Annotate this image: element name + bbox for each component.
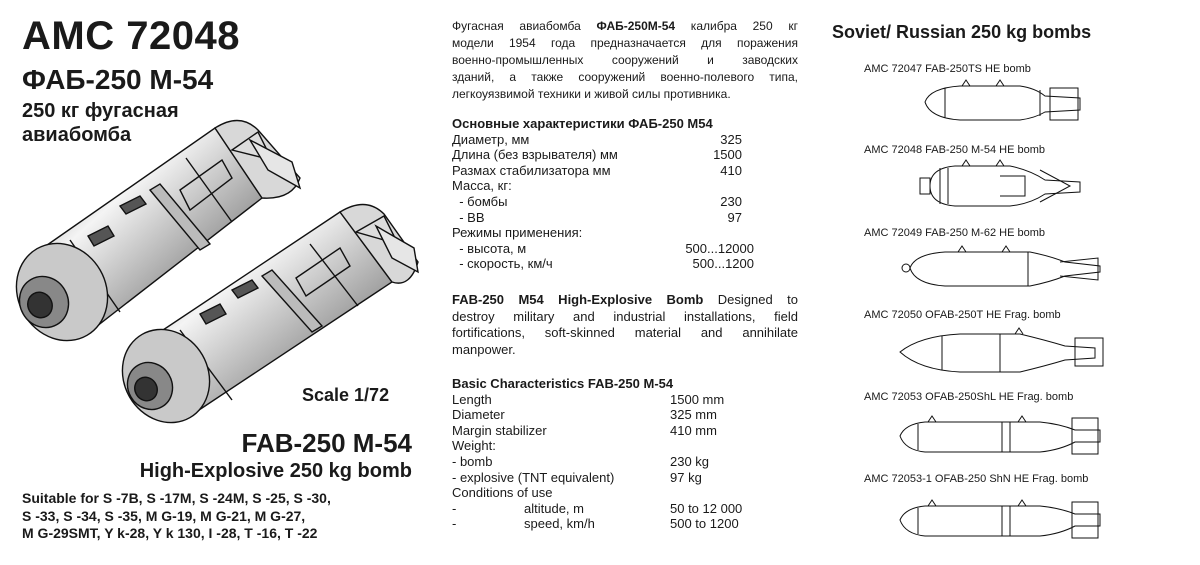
bomb-profile-1 [925, 80, 1080, 120]
ru-description-line: модели 1954 года предназначается для поражения [452, 36, 798, 50]
bomb-caption: AMC 72050 OFAB-250T HE Frag. bomb [864, 309, 1061, 321]
ru-description-line: зданий, а также сооружений военно-полевого типа, [452, 70, 798, 84]
spec-row: Length 1500 mm [452, 391, 725, 407]
en-description [452, 292, 798, 358]
en-subtitle: High-Explosive 250 kg bomb [139, 460, 412, 482]
spec-row: Длина (без взрывателя) мм 1500 [452, 147, 742, 163]
spec-row: - bomb 230 kg [452, 453, 710, 469]
spec-row: Диаметр, мм 325 [452, 131, 742, 147]
bomb-profile-2 [920, 160, 1080, 206]
spec-row: - speed, km/h 500 to 1200 [452, 516, 739, 532]
bomb-caption: AMC 72049 FAB-250 M-62 HE bomb [864, 227, 1045, 239]
ru-description-line: легкоуязвимой техники и живой силы противника. [452, 87, 731, 101]
spec-row: Размах стабилизатора мм 410 [452, 162, 742, 178]
bomb-profile-4 [900, 328, 1103, 372]
bomb-caption: AMC 72053-1 OFAB-250 ShN HE Frag. bomb [864, 473, 1089, 485]
spec-row: - бомбы 230 [452, 193, 742, 209]
ru-description-line: Фугасная авиабомба ФАБ-250М-54 калибра 250 кг [452, 19, 798, 33]
bomb-caption: AMC 72048 FAB-250 M-54 HE bomb [864, 144, 1045, 156]
spec-row: Масса, кг: [452, 178, 512, 194]
spec-row: Margin stabilizer 410 mm [452, 422, 717, 438]
bomb-family-title: Soviet/ Russian 250 kg bombs [832, 22, 1092, 42]
spec-row: - скорость, км/ч 500...1200 [452, 256, 754, 272]
spec-row: - высота, м 500...12000 [452, 240, 754, 256]
en-spec-table [452, 376, 792, 532]
ru-subtitle-line2: авиабомба [22, 124, 132, 146]
scale-label: Scale 1/72 [302, 385, 390, 405]
product-code: AMC 72048 [22, 14, 240, 58]
ru-product-name: ФАБ-250 М-54 [22, 64, 214, 95]
en-spec-title: Basic Characteristics FAB-250 M-54 [452, 376, 674, 391]
suitable-aircraft-list [22, 490, 422, 543]
spec-row: - altitude, m 50 to 12 000 [452, 500, 743, 516]
suitable-line: S -33, S -34, S -35, M G-19, M G-21, M G-27, [22, 507, 306, 524]
ru-spec-table [452, 116, 772, 272]
spec-row: Режимы применения: [452, 225, 583, 241]
en-description-line: FAB-250 M54 High-Explosive Bomb Designed to [452, 292, 798, 307]
ru-description-line: военно-промышленных сооружений и заводских [452, 53, 798, 67]
bomb-profile-3 [902, 246, 1100, 286]
spec-row: - ВВ 97 [452, 209, 742, 225]
bomb-profile-6 [900, 500, 1100, 538]
ru-description [452, 18, 798, 103]
en-description-line: fortifications, soft-skinned material and annihilate [452, 325, 798, 340]
bomb-caption: AMC 72047 FAB-250TS HE bomb [864, 63, 1031, 75]
spec-row: Conditions of use [452, 485, 553, 501]
suitable-line: M G-29SMT, Y k-28, Y k 130, I -28, T -16, T -22 [22, 525, 318, 541]
en-description-line: destroy military and industrial installations, field [452, 308, 798, 324]
spec-row: Weight: [452, 438, 496, 454]
en-product-name: FAB-250 M-54 [241, 428, 412, 458]
suitable-line: Suitable for S -7B, S -17M, S -24M, S -25, S -30, [22, 490, 331, 506]
en-description-line: manpower. [452, 341, 516, 357]
bomb-caption: AMC 72053 OFAB-250ShL HE Frag. bomb [864, 391, 1074, 403]
bomb-profile-5 [900, 416, 1100, 454]
spec-row: - explosive (TNT equivalent) 97 kg [452, 469, 702, 485]
spec-row: Diameter 325 mm [452, 407, 717, 423]
ru-spec-title: Основные характеристики ФАБ-250 М54 [452, 116, 713, 131]
ru-subtitle-line1: 250 кг фугасная [22, 100, 179, 122]
